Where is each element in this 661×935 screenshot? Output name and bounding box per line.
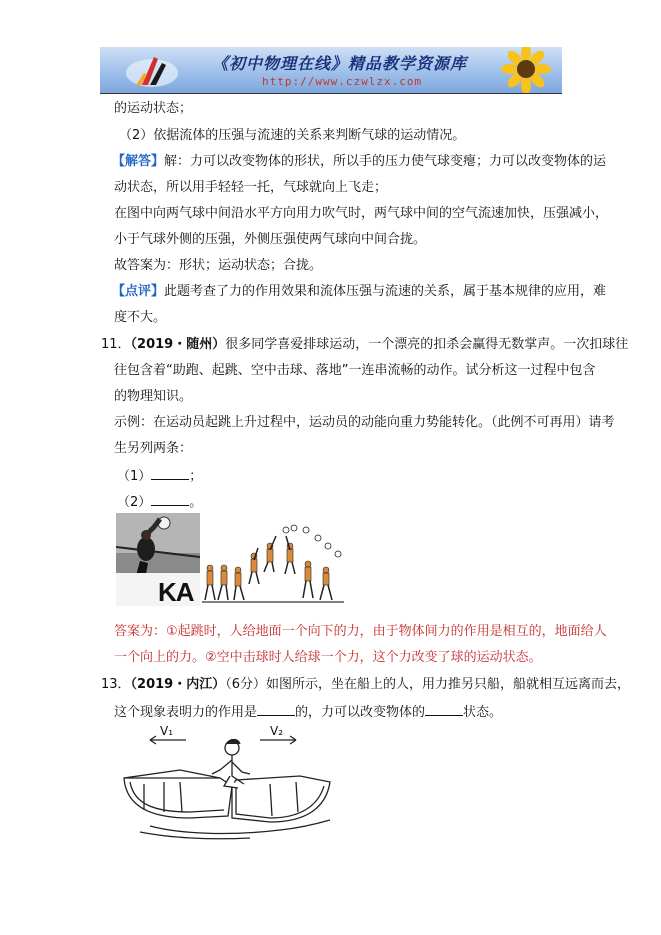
photo-text: KA <box>158 577 194 606</box>
q11-item-2-label: （2） <box>117 495 152 510</box>
prev-line-1: 的运动状态； <box>114 101 193 116</box>
q13-blank-1[interactable] <box>257 702 295 716</box>
volleyball-photo <box>116 513 200 606</box>
prev-line-4: 动状态，所以用手轻轻一托，气球就向上飞走； <box>114 180 388 195</box>
q13-source: （2019・内江） <box>130 677 226 692</box>
prev-line-9: 度不大。 <box>114 310 167 325</box>
q13-line-1 <box>101 676 630 694</box>
q13-line-2 <box>114 702 502 722</box>
q11-text-1: 很多同学喜爱排球运动，一个漂亮的扣杀会赢得无数掌声。一次扣球往 <box>225 337 629 352</box>
q11-item-1-label: （1） <box>117 469 152 484</box>
q11-item-2-end: 。 <box>189 495 203 510</box>
q11-line-2: 往包含着“助跑、起跳、空中击球、落地”一连串流畅的动作。试分析这一过程中包含 <box>114 363 596 378</box>
spike-sequence-icon <box>202 524 344 608</box>
q11-line-4: 示例：在运动员起跳上升过程中，运动员的动能向重力势能转化。（此例不可再用）请考 <box>114 415 615 430</box>
boats-icon <box>120 726 340 841</box>
q11-line-5: 生另列两条： <box>114 441 193 456</box>
header-title: 《初中物理在线》精品教学资源库 <box>212 54 468 73</box>
q11-blank-1[interactable] <box>151 466 189 480</box>
q13-blank-2[interactable] <box>425 702 463 716</box>
q13-number: 13． <box>101 677 131 692</box>
logo-icon <box>122 51 182 91</box>
v1-label: V₁ <box>160 724 174 738</box>
q11-item-1-end: ； <box>189 469 203 484</box>
prev-comment-line <box>112 283 606 301</box>
q11-blank-2[interactable] <box>151 492 189 506</box>
q11-line-1 <box>101 336 628 354</box>
header-banner <box>100 47 562 93</box>
v2-label: V₂ <box>270 724 284 738</box>
prev-line-7: 故答案为：形状；运动状态；合拢。 <box>114 258 323 273</box>
answer-tag: 【解答】 <box>112 154 165 169</box>
prev-line-6: 小于气球外侧的压强，外侧压强使两气球向中间合拢。 <box>114 232 427 247</box>
sunflower-icon <box>488 47 558 93</box>
header-url[interactable]: http://www.czwlzx.com <box>262 75 423 88</box>
q11-answer-line-2: 一个向上的力。②空中击球时人给球一个力，这个力改变了球的运动状态。 <box>114 650 542 665</box>
q11-answer-line-1: 答案为：①起跳时，人给地面一个向下的力，由于物体间力的作用是相互的，地面给人 <box>114 624 607 639</box>
boats-figure <box>120 726 340 841</box>
q13-text-2b: 的，力可以改变物体的 <box>295 705 426 720</box>
q13-text-1: （6分）如图所示，坐在船上的人，用力推另只船，船就相互远离而去， <box>225 677 631 692</box>
comment-tag: 【点评】 <box>112 284 165 299</box>
q11-item-1 <box>117 466 202 486</box>
q11-source: （2019・随州） <box>130 337 226 352</box>
prev-line-2: （2）依据流体的压强与流速的关系来判断气球的运动情况。 <box>119 128 466 143</box>
prev-line-8: 此题考查了力的作用效果和流体压强与流速的关系，属于基本规律的应用，难 <box>164 284 607 299</box>
prev-answer-line <box>112 153 606 171</box>
q11-item-2 <box>117 492 202 512</box>
q13-text-2c: 状态。 <box>463 705 503 720</box>
header-divider <box>100 93 562 94</box>
q13-text-2a: 这个现象表明力的作用是 <box>114 705 258 720</box>
prev-line-3: 解：力可以改变物体的形状，所以手的压力使气球变瘪；力可以改变物体的运 <box>164 154 607 169</box>
q11-number: 11． <box>101 337 131 352</box>
q11-line-3: 的物理知识。 <box>114 389 193 404</box>
prev-line-5: 在图中向两气球中间沿水平方向用力吹气时，两气球中间的空气流速加快，压强减小， <box>114 206 609 221</box>
